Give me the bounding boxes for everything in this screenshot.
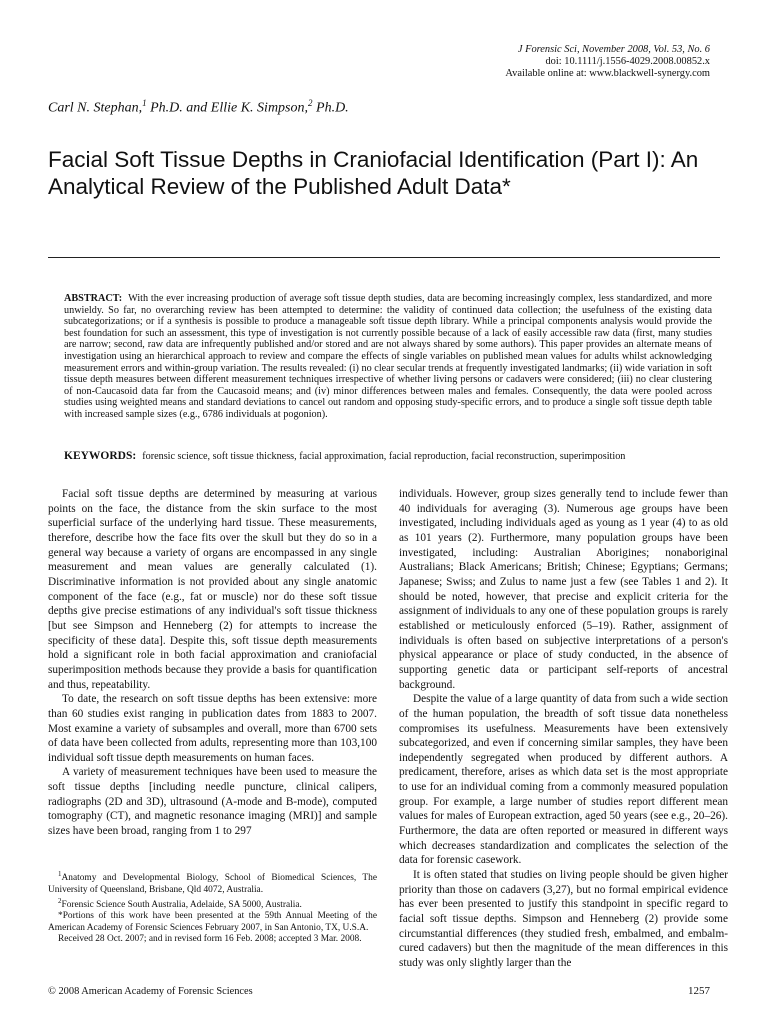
abstract-text: With the ever increasing production of average soft tissue depth studies, data are becoming increasingly complex, less standardized, and more unwieldy. So far, no overarching review has been attempted to determine: the validity of continued data collection; the usefulness of the existing data subcategorizations; or if a synthesis is possible to produce a manageable soft tissue depth library. While a principal components analysis would provide the best foundation for such an assessment, this type of investigation is not currently possible because of a lack of easily accessible raw data (first, many studies are narrow; second, raw data are infrequently published and/or stored and are not always shared by some authors). This paper provides an alternate means of investigation using an hierarchical approach to review and compare the effects of single variables on published mean values for adults whilst acknowledging measurement errors and within-group variation. The results revealed: (i) no clear secular trends at frequently investigated landmarks; (ii) wide variation in soft tissue depth measures between different measurement techniques irrespective of whether living persons or cadavers were considered; (iii) no clear clustering of non-Caucasoid data far from the Caucasoid means; and (iv) minor differences between males and females. Consequently, the data were pooled across studies using weighted means and standard deviations to cancel out random and opposing study-specific errors, and to produce a single soft tissue depth table with increased sample sizes (e.g., 6786 individuals at pogonion). (64, 293, 712, 420)
author2-degree: Ph.D. (312, 100, 349, 116)
author-line (48, 98, 349, 117)
footnote-affiliation-2 (48, 896, 377, 912)
keywords-text: forensic science, soft tissue thickness, facial approximation, facial reproduction, facial reconstruction, superimposition (142, 451, 626, 462)
doi: doi: 10.1111/j.1556-4029.2008.00852.x (545, 56, 710, 67)
journal-citation: J Forensic Sci, November 2008, Vol. 53, No. 6 (517, 44, 710, 55)
abstract (64, 293, 712, 421)
paragraph: To date, the research on soft tissue depths has been extensive: more than 60 studies exist ranging in publication dates from 1883 to 2007. Most examine a variety of subsamples and overall, more than 6700 sets of data have been collected from adults, representing more than 103,100 individual soft tissue depth measurements on human faces. (48, 693, 377, 764)
footnote-text: Anatomy and Developmental Biology, School of Biomedical Sciences, The University of Queensland, Brisbane, Qld 4072, Australia. (48, 873, 377, 895)
journal-info (370, 44, 710, 80)
body-column-left (48, 487, 377, 839)
footnote-affiliation-1 (48, 869, 377, 896)
footnote-mark: 2 (58, 896, 62, 905)
abstract-label: ABSTRACT: (64, 293, 123, 304)
author1-affiliation-mark: 1 (142, 98, 147, 108)
footnotes (48, 869, 377, 946)
footnote-received: Received 28 Oct. 2007; and in revised form 16 Feb. 2008; accepted 3 Mar. 2008. (58, 934, 362, 945)
body-column-right (399, 487, 728, 971)
paragraph: A variety of measurement techniques have been used to measure the soft tissue depths [including needle puncture, clinical calipers, radiographs (2D and 3D), ultrasound (A-mode and B-mode), computed tomography (CT), and magnetic resonance imaging (MRI)] and sample sizes have been broad, ranging from 1 to 297 (48, 766, 377, 838)
footnote-presentation: *Portions of this work have been presented at the 59th Annual Meeting of the American Academy of Forensic Sciences February 2007, in San Antonio, TX, U.S.A. (48, 911, 377, 933)
keywords (64, 450, 712, 463)
paragraph: Despite the value of a large quantity of data from such a wide section of the human population, the breadth of soft tissue data nonetheless compromises its usefulness. Measurements have been extensively subcategorized, and even if concerning similar samples, they have been independently segregated when produced by different authors. A predicament, therefore, arises as which data set is the most appropriate to use for an individual coming from a commonly measured population group. For example, a large number of studies report different mean values for males of European extraction, aged 50 years (see e.g., 20–26). Furthermore, the data are often reported or measured in different ways which decreases standardization and complicates the selection of the data for forensic casework. (399, 693, 728, 867)
paragraph: Facial soft tissue depths are determined by measuring at various points on the face, the distance from the skin surface to the most superficial surface of the underlying hard tissue. These measurements, therefore, describe how the face fits over the skull but they do so in a general way because a variety of organs are encompassed in any single measurement and mean values are generally calculated (1). Discriminative information is not provided about any single anatomic component of the face (e.g., fat or muscle) nor do these soft tissue depths give precise estimations of any individual's soft tissue thickness [but see Simpson and Henneberg (2) for attempts to increase the specificity of these data]. Despite this, soft tissue depth measurements hold a significant role in both facial approximation and craniofacial superimposition methods because they provide a basis for quantification and thus, repeatability. (48, 488, 377, 691)
title-divider (48, 257, 720, 258)
paragraph: It is often stated that studies on living people should be given higher priority than those on cadavers (3,27), but no formal empirical evidence has ever been presented to justify this standpoint in specific regard to facial soft tissue depths. Simpson and Henneberg (2) provide some circumstantial differences (they studied fresh, embalmed, and embalm-cured cadavers) but then the magnitude of the mean differences in this study was only slightly larger than the (399, 869, 728, 969)
online-availability: Available online at: www.blackwell-synergy.com (505, 68, 710, 79)
article-title: Facial Soft Tissue Depths in Craniofacial Identification (Part I): An Analytical Review of the Published Adult Data* (48, 147, 699, 199)
author1-name: Carl N. Stephan, (48, 100, 143, 116)
page-number: 1257 (688, 985, 710, 997)
footnote-mark: 1 (58, 870, 62, 878)
keywords-label: KEYWORDS: (64, 450, 137, 462)
author-degrees: Ph.D. and Ellie K. Simpson, (146, 100, 309, 116)
footnote-text: Forensic Science South Australia, Adelaide, SA 5000, Australia. (61, 900, 302, 911)
author2-affiliation-mark: 2 (308, 98, 313, 108)
copyright: © 2008 American Academy of Forensic Sciences (48, 986, 253, 997)
paragraph: individuals. However, group sizes generally tend to include fewer than 40 individuals for averaging (3). Numerous age groups have been investigated, including individuals aged as young as 1 year (4) to as old as 101 years (2). Furthermore, many population groups have been investigated, including: Australian Aborigines; nonaboriginal Australians; Black Americans; British; Chinese; Egyptians; Germans; Japanese; Swiss; and Zulus to name just a few (see Tables 1 and 2). It should be noted, however, that precise and explicit criteria for the assignment of individuals to any one of these population groups is rarely established or meticulously enforced (5–19). Rather, assignment of individuals is often based on subjective interpretations of a person's physical appearance or place of study conducted, in the absence of supporting genetic data or participant self-reports of ancestral background. (399, 488, 728, 691)
